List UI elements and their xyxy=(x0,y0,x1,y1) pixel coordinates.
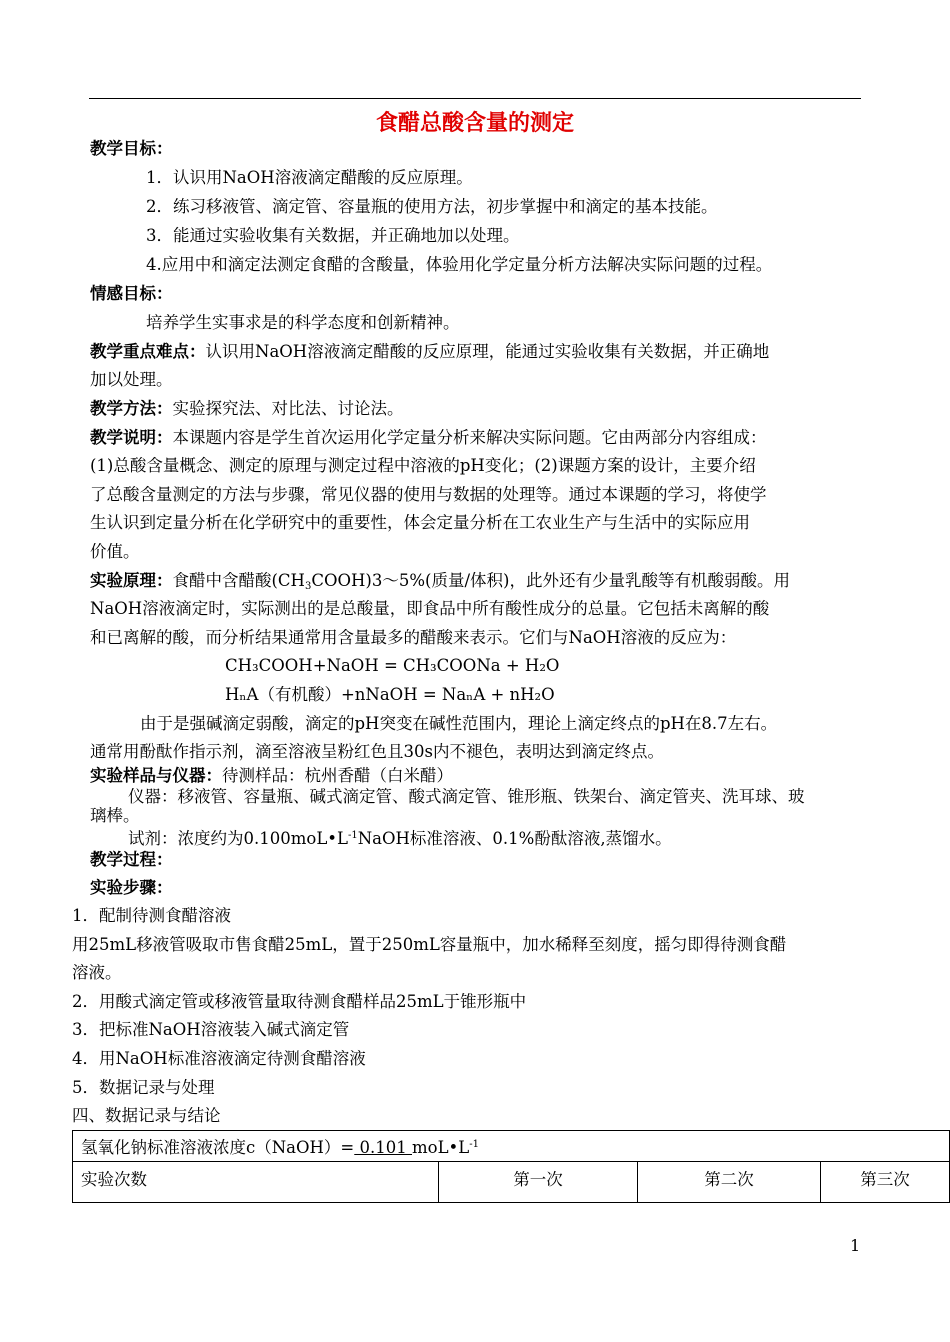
concentration-value: 0.101 xyxy=(354,1138,412,1157)
principle-text: 食醋中含醋酸(CH xyxy=(172,571,305,590)
samples-text: 待测样品：杭州香醋（白米醋） xyxy=(222,766,453,785)
objectives-label: 教学目标： xyxy=(90,139,173,158)
row-label-cell: 实验次数 xyxy=(73,1162,439,1203)
process-label: 教学过程： xyxy=(90,850,173,869)
principle-line: 通常用酚酞作指示剂，滴至溶液呈粉红色且30s内不褪色，表明达到滴定终点。 xyxy=(90,742,664,761)
key-points-text-2: 加以处理。 xyxy=(90,370,173,389)
step-item: 2．用酸式滴定管或移液管量取待测食醋样品25mL于锥形瓶中 xyxy=(72,992,527,1011)
superscript: -1 xyxy=(347,830,358,841)
methods xyxy=(90,399,404,419)
samples xyxy=(90,766,453,786)
step-item: 3．把标准NaOH溶液装入碱式滴定管 xyxy=(72,1020,350,1039)
explanation-line: 价值。 xyxy=(90,542,140,561)
equation-2: HₙA（有机酸）+nNaOH = NaₙA + nH₂O xyxy=(225,685,555,704)
concentration-cell xyxy=(73,1131,950,1162)
step-detail: 溶液。 xyxy=(72,963,122,982)
emotion-label: 情感目标： xyxy=(90,284,173,303)
step-item: 4．用NaOH标准溶液滴定待测食醋溶液 xyxy=(72,1049,366,1068)
principle-text: COOH)3～5%(质量/体积)，此外还有少量乳酸等有机酸弱酸。用 xyxy=(311,571,790,590)
column-header: 第二次 xyxy=(638,1162,821,1203)
concentration-unit: moL•L xyxy=(412,1138,470,1157)
principle-line: 由于是强碱滴定弱酸，滴定的pH突变在碱性范围内，理论上滴定终点的pH在8.7左右。 xyxy=(140,714,778,733)
objective-item: 4.应用中和滴定法测定食醋的含酸量，体验用化学定量分析方法解决实际问题的过程。 xyxy=(146,255,773,274)
section-heading: 四、数据记录与结论 xyxy=(72,1106,221,1125)
principle xyxy=(90,571,790,597)
objective-item: 2．练习移液管、滴定管、容量瓶的使用方法，初步掌握中和滴定的基本技能。 xyxy=(146,197,718,216)
principle-line: 和已离解的酸，而分析结果通常用含量最多的醋酸来表示。它们与NaOH溶液的反应为： xyxy=(90,628,737,647)
explanation-label: 教学说明： xyxy=(90,428,173,447)
explanation-line: 生认识到定量分析在化学研究中的重要性，体会定量分析在工农业生产与生活中的实际应用 xyxy=(90,513,750,532)
emotion-text: 培养学生实事求是的科学态度和创新精神。 xyxy=(146,313,460,332)
data-table xyxy=(72,1130,950,1203)
principle-label: 实验原理： xyxy=(90,571,173,590)
objective-item: 3．能通过实验收集有关数据，并正确地加以处理。 xyxy=(146,226,520,245)
instruments-line: 璃棒。 xyxy=(90,806,140,825)
explanation-text: 本课题内容是学生首次运用化学定量分析来解决实际问题。它由两部分内容组成： xyxy=(172,428,767,447)
superscript: -1 xyxy=(469,1139,479,1150)
step-detail: 用25mL移液管吸取市售食醋25mL，置于250mL容量瓶中，加水稀释至刻度，摇匀即得待测食醋 xyxy=(72,935,787,954)
column-header: 第一次 xyxy=(439,1162,638,1203)
key-points-text: 认识用NaOH溶液滴定醋酸的反应原理，能通过实验收集有关数据，并正确地 xyxy=(205,342,770,361)
steps-label: 实验步骤： xyxy=(90,878,173,897)
methods-label: 教学方法： xyxy=(90,399,173,418)
explanation-line: 了总酸含量测定的方法与步骤，常见仪器的使用与数据的处理等。通过本课题的学习，将使学 xyxy=(90,485,767,504)
concentration-label: 氢氧化钠标准溶液浓度c（NaOH）= xyxy=(81,1138,355,1157)
instruments-line: 仪器：移液管、容量瓶、碱式滴定管、酸式滴定管、锥形瓶、铁架台、滴定管夹、洗耳球、玻 xyxy=(128,787,805,806)
step-item: 5．数据记录与处理 xyxy=(72,1078,215,1097)
reagents-text: 试剂：浓度约为0.100moL•L xyxy=(128,829,348,848)
header-rule xyxy=(89,98,861,99)
principle-line: NaOH溶液滴定时，实际测出的是总酸量，即食品中所有酸性成分的总量。它包括未离解的酸 xyxy=(90,599,770,618)
objective-item: 1．认识用NaOH溶液滴定醋酸的反应原理。 xyxy=(146,168,473,187)
page-number: 1 xyxy=(850,1236,861,1255)
key-points xyxy=(90,342,769,362)
subscript: 3 xyxy=(304,581,312,592)
document-title: 食醋总酸含量的测定 xyxy=(375,111,574,136)
explanation-line: (1)总酸含量概念、测定的原理与测定过程中溶液的pH变化；(2)课题方案的设计，主要介绍 xyxy=(90,456,756,475)
table-row xyxy=(73,1162,950,1203)
samples-label: 实验样品与仪器： xyxy=(90,766,222,785)
methods-text: 实验探究法、对比法、讨论法。 xyxy=(172,399,404,418)
step-item: 1．配制待测食醋溶液 xyxy=(72,906,231,925)
reagents-text: NaOH标准溶液、0.1%酚酞溶液,蒸馏水。 xyxy=(357,829,672,848)
column-header: 第三次 xyxy=(821,1162,950,1203)
explanation xyxy=(90,428,767,448)
table-row xyxy=(73,1131,950,1162)
reagents xyxy=(128,826,672,849)
key-points-label: 教学重点难点： xyxy=(90,342,206,361)
equation-1: CH₃COOH+NaOH = CH₃COONa + H₂O xyxy=(225,656,560,675)
